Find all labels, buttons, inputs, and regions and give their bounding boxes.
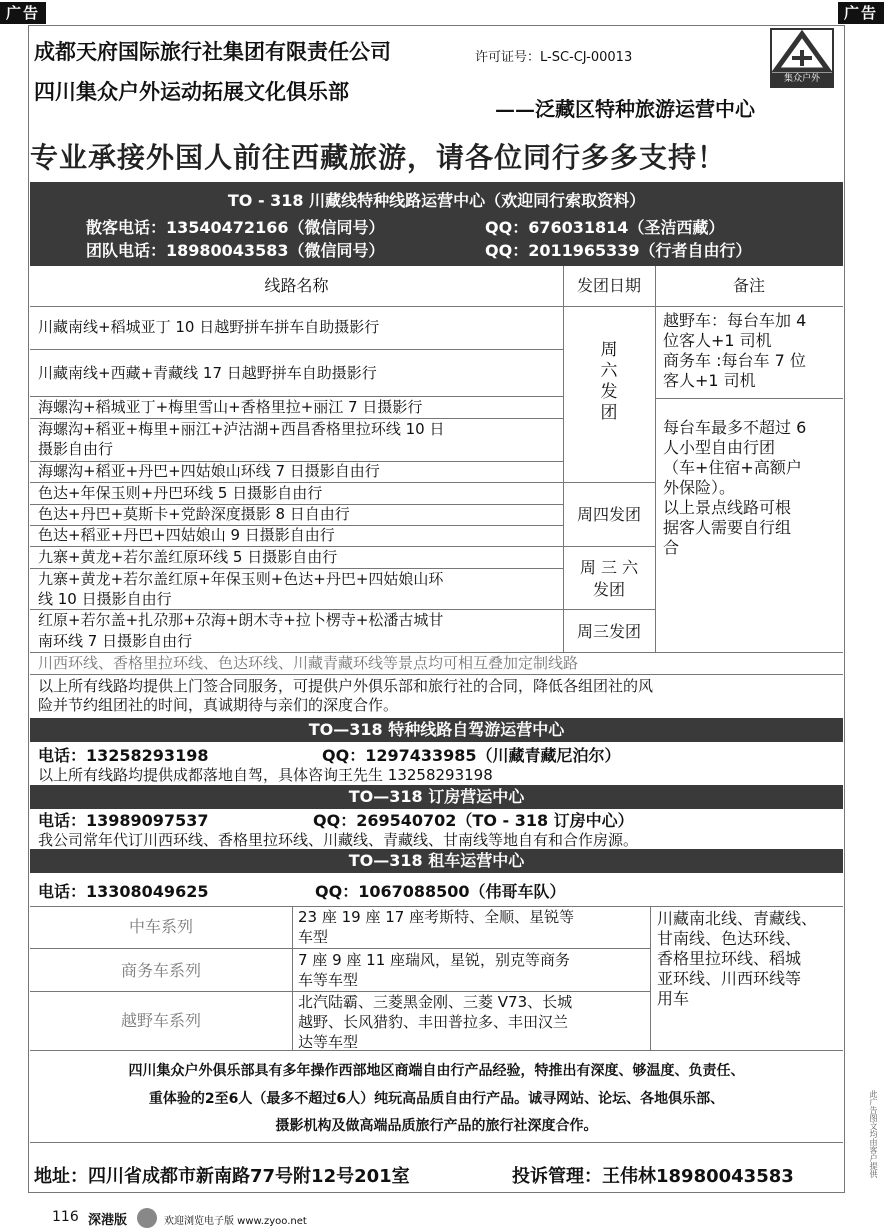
note-line: 越野车：每台车加 4 — [663, 311, 807, 330]
car-desc-business-1: 7 座 9 座 11 座瑞风，星锐，别克等商务 — [298, 951, 571, 969]
date-line: 六 — [600, 361, 618, 381]
route-2: 川藏南线+西藏+青藏线 17 日越野拼车自助摄影行 — [38, 364, 377, 382]
route-8: 色达+稻亚+丹巴+四姑娘山 9 日摄影自由行 — [38, 526, 335, 544]
website-link[interactable]: 欢迎浏览电子版 www.zyoo.net — [164, 1216, 307, 1227]
table-header-date: 发团日期 — [576, 276, 641, 295]
date-saturday — [563, 340, 655, 424]
intro-line-2: 重体验的2至6人（最多不超过6人）纯玩高品质自由行产品。诚寻网站、论坛、各地俱乐部、 — [148, 1091, 725, 1107]
section3-qq: QQ：269540702（TO - 318 订房中心） — [313, 811, 634, 830]
section1-title: TO - 318 川藏线特种线路运营中心（欢迎同行索取资料） — [227, 191, 646, 210]
note-vehicle — [663, 311, 806, 391]
section1-phone-individual: 散客电话：13540472166（微信同号） — [86, 218, 385, 237]
table-header-route: 线路名称 — [264, 276, 329, 295]
table-footer-contract-2: 险并节约组团社的时间，真诚期待与亲们的深度合作。 — [38, 696, 399, 714]
route-5: 海螺沟+稻亚+丹巴+四姑娘山环线 7 日摄影自由行 — [38, 462, 380, 480]
table-footer-custom: 川西环线、香格里拉环线、色达环线、川藏青藏环线等景点均可相互叠加定制线路 — [38, 654, 579, 672]
note-line: 每台车最多不超过 6 — [663, 418, 807, 437]
date-wed-sat — [563, 557, 655, 601]
car-type-mid: 中车系列 — [128, 917, 193, 936]
section4-phone: 电话：13308049625 — [38, 882, 209, 901]
car-desc-business-2: 车等车型 — [298, 971, 359, 989]
car-type-business: 商务车系列 — [120, 961, 201, 980]
note-line: 据客人需要自行组 — [663, 518, 792, 537]
route-10-cont: 线 10 日摄影自由行 — [38, 590, 172, 608]
car-type-offroad: 越野车系列 — [120, 1011, 201, 1030]
table-header-notes: 备注 — [732, 276, 765, 295]
section1-qq-2: QQ：2011965339（行者自由行） — [485, 241, 752, 260]
edition-label: 深港版 — [88, 1213, 128, 1228]
car-desc-offroad-3: 达等车型 — [298, 1033, 359, 1051]
note-line: 商务车 :每台车 7 位 — [663, 351, 806, 370]
intro-line-1: 四川集众户外俱乐部具有多年操作西部地区商端自由行产品经验，特推出有深度、够温度、负责任、 — [128, 1063, 745, 1079]
logo — [770, 28, 834, 88]
note-group-size — [663, 418, 806, 558]
ad-tag-left: 广告 — [0, 2, 46, 24]
section3-title: TO—318 订房营运中心 — [30, 785, 843, 809]
mountain-icon — [772, 30, 832, 74]
route-3: 海螺沟+稻城亚丁+梅里雪山+香格里拉+丽江 7 日摄影行 — [38, 398, 423, 416]
note-line: 甘南线、色达环线、 — [657, 929, 802, 948]
center-name: ——泛藏区特种旅游运营中心 — [495, 97, 755, 121]
note-line: 合 — [663, 538, 680, 557]
club-name: 四川集众户外运动拓展文化俱乐部 — [34, 79, 349, 104]
section3-note: 我公司常年代订川西环线、香格里拉环线、川藏线、青藏线、甘南线等地自有和合作房源。 — [38, 831, 639, 849]
page-number: 116 — [52, 1209, 79, 1225]
side-note: 此广告图文均由客户提供 — [869, 1090, 878, 1178]
route-6: 色达+年保玉则+丹巴环线 5 日摄影自由行 — [38, 484, 323, 502]
note-line: 人小型自由行团 — [663, 438, 776, 457]
note-line: 客人+1 司机 — [663, 371, 756, 390]
ad-tag-right: 广告 — [838, 2, 884, 24]
intro-line-3: 摄影机构及做高端品质旅行产品的旅行社深度合作。 — [275, 1118, 598, 1134]
address: 地址：四川省成都市新南路77号附12号201室 — [34, 1166, 410, 1187]
section1-header — [30, 182, 843, 266]
note-line: （车+住宿+高额户 — [663, 458, 802, 477]
section3-phone: 电话：13989097537 — [38, 811, 209, 830]
note-line: 亚环线、川西环线等 — [657, 969, 802, 988]
car-desc-offroad-1: 北汽陆霸、三菱黑金刚、三菱 V73、长城 — [298, 993, 573, 1011]
date-line: 周 三 六 — [579, 558, 639, 577]
section2-note: 以上所有线路均提供成都落地自驾，具体咨询王先生 13258293198 — [38, 766, 493, 784]
note-line: 用车 — [657, 989, 690, 1008]
route-7: 色达+丹巴+莫斯卡+党龄深度摄影 8 日自由行 — [38, 505, 350, 523]
car-desc-mid-2: 车型 — [298, 928, 329, 946]
table-footer-contract-1: 以上所有线路均提供上门签合同服务，可提供户外俱乐部和旅行社的合同，降低各组团社的风 — [38, 677, 654, 695]
note-line: 以上景点线路可根 — [663, 498, 792, 517]
company-name: 成都天府国际旅行社集团有限责任公司 — [34, 39, 391, 64]
note-line: 香格里拉环线、稻城 — [657, 949, 802, 968]
edition-badge-icon — [137, 1208, 157, 1228]
route-1: 川藏南线+稻城亚丁 10 日越野拼车拼车自助摄影行 — [38, 318, 380, 336]
car-desc-offroad-2: 越野、长风猎豹、丰田普拉多、丰田汉兰 — [298, 1013, 569, 1031]
note-line: 外保险）。 — [663, 478, 736, 497]
date-thursday: 周四发团 — [576, 505, 641, 524]
date-line: 团 — [600, 403, 618, 423]
complaint-contact: 投诉管理：王伟林18980043583 — [512, 1166, 794, 1187]
route-4: 海螺沟+稻亚+梅里+丽江+泸沽湖+西昌香格里拉环线 10 日 — [38, 420, 445, 438]
route-4-cont: 摄影自由行 — [38, 440, 114, 458]
route-10: 九寨+黄龙+若尔盖红原+年保玉则+色达+丹巴+四姑娘山环 — [38, 570, 444, 588]
route-11-cont: 南环线 7 日摄影自由行 — [38, 632, 193, 650]
intro-block — [30, 1052, 843, 1143]
car-routes-note — [657, 909, 817, 1009]
section1-qq-1: QQ：676031814（圣洁西藏） — [485, 218, 725, 237]
section2-phone: 电话：13258293198 — [38, 746, 209, 765]
date-wednesday: 周三发团 — [576, 622, 641, 641]
note-line: 位客人+1 司机 — [663, 331, 772, 350]
logo-text: 集众户外 — [772, 73, 832, 86]
slogan: 专业承接外国人前往西藏旅游，请各位同行多多支持！ — [30, 141, 727, 174]
car-desc-mid-1: 23 座 19 座 17 座考斯特、全顺、星锐等 — [298, 908, 575, 926]
section4-qq: QQ：1067088500（伟哥车队） — [315, 882, 566, 901]
date-line: 周 — [600, 340, 618, 360]
section2-qq: QQ：1297433985（川藏青藏尼泊尔） — [322, 746, 621, 765]
section4-title: TO—318 租车运营中心 — [30, 849, 843, 873]
date-line: 发 — [600, 382, 618, 402]
route-11: 红原+若尔盖+扎尕那+尕海+朗木寺+拉卜楞寺+松潘古城甘 — [38, 611, 444, 629]
note-line: 川藏南北线、青藏线、 — [657, 909, 818, 928]
section1-phone-team: 团队电话：18980043583（微信同号） — [86, 241, 385, 260]
section2-title: TO—318 特种线路自驾游运营中心 — [30, 718, 843, 742]
route-9: 九寨+黄龙+若尔盖红原环线 5 日摄影自由行 — [38, 548, 338, 566]
license-number: 许可证号：L-SC-CJ-00013 — [475, 50, 633, 65]
date-line: 发团 — [592, 580, 625, 599]
